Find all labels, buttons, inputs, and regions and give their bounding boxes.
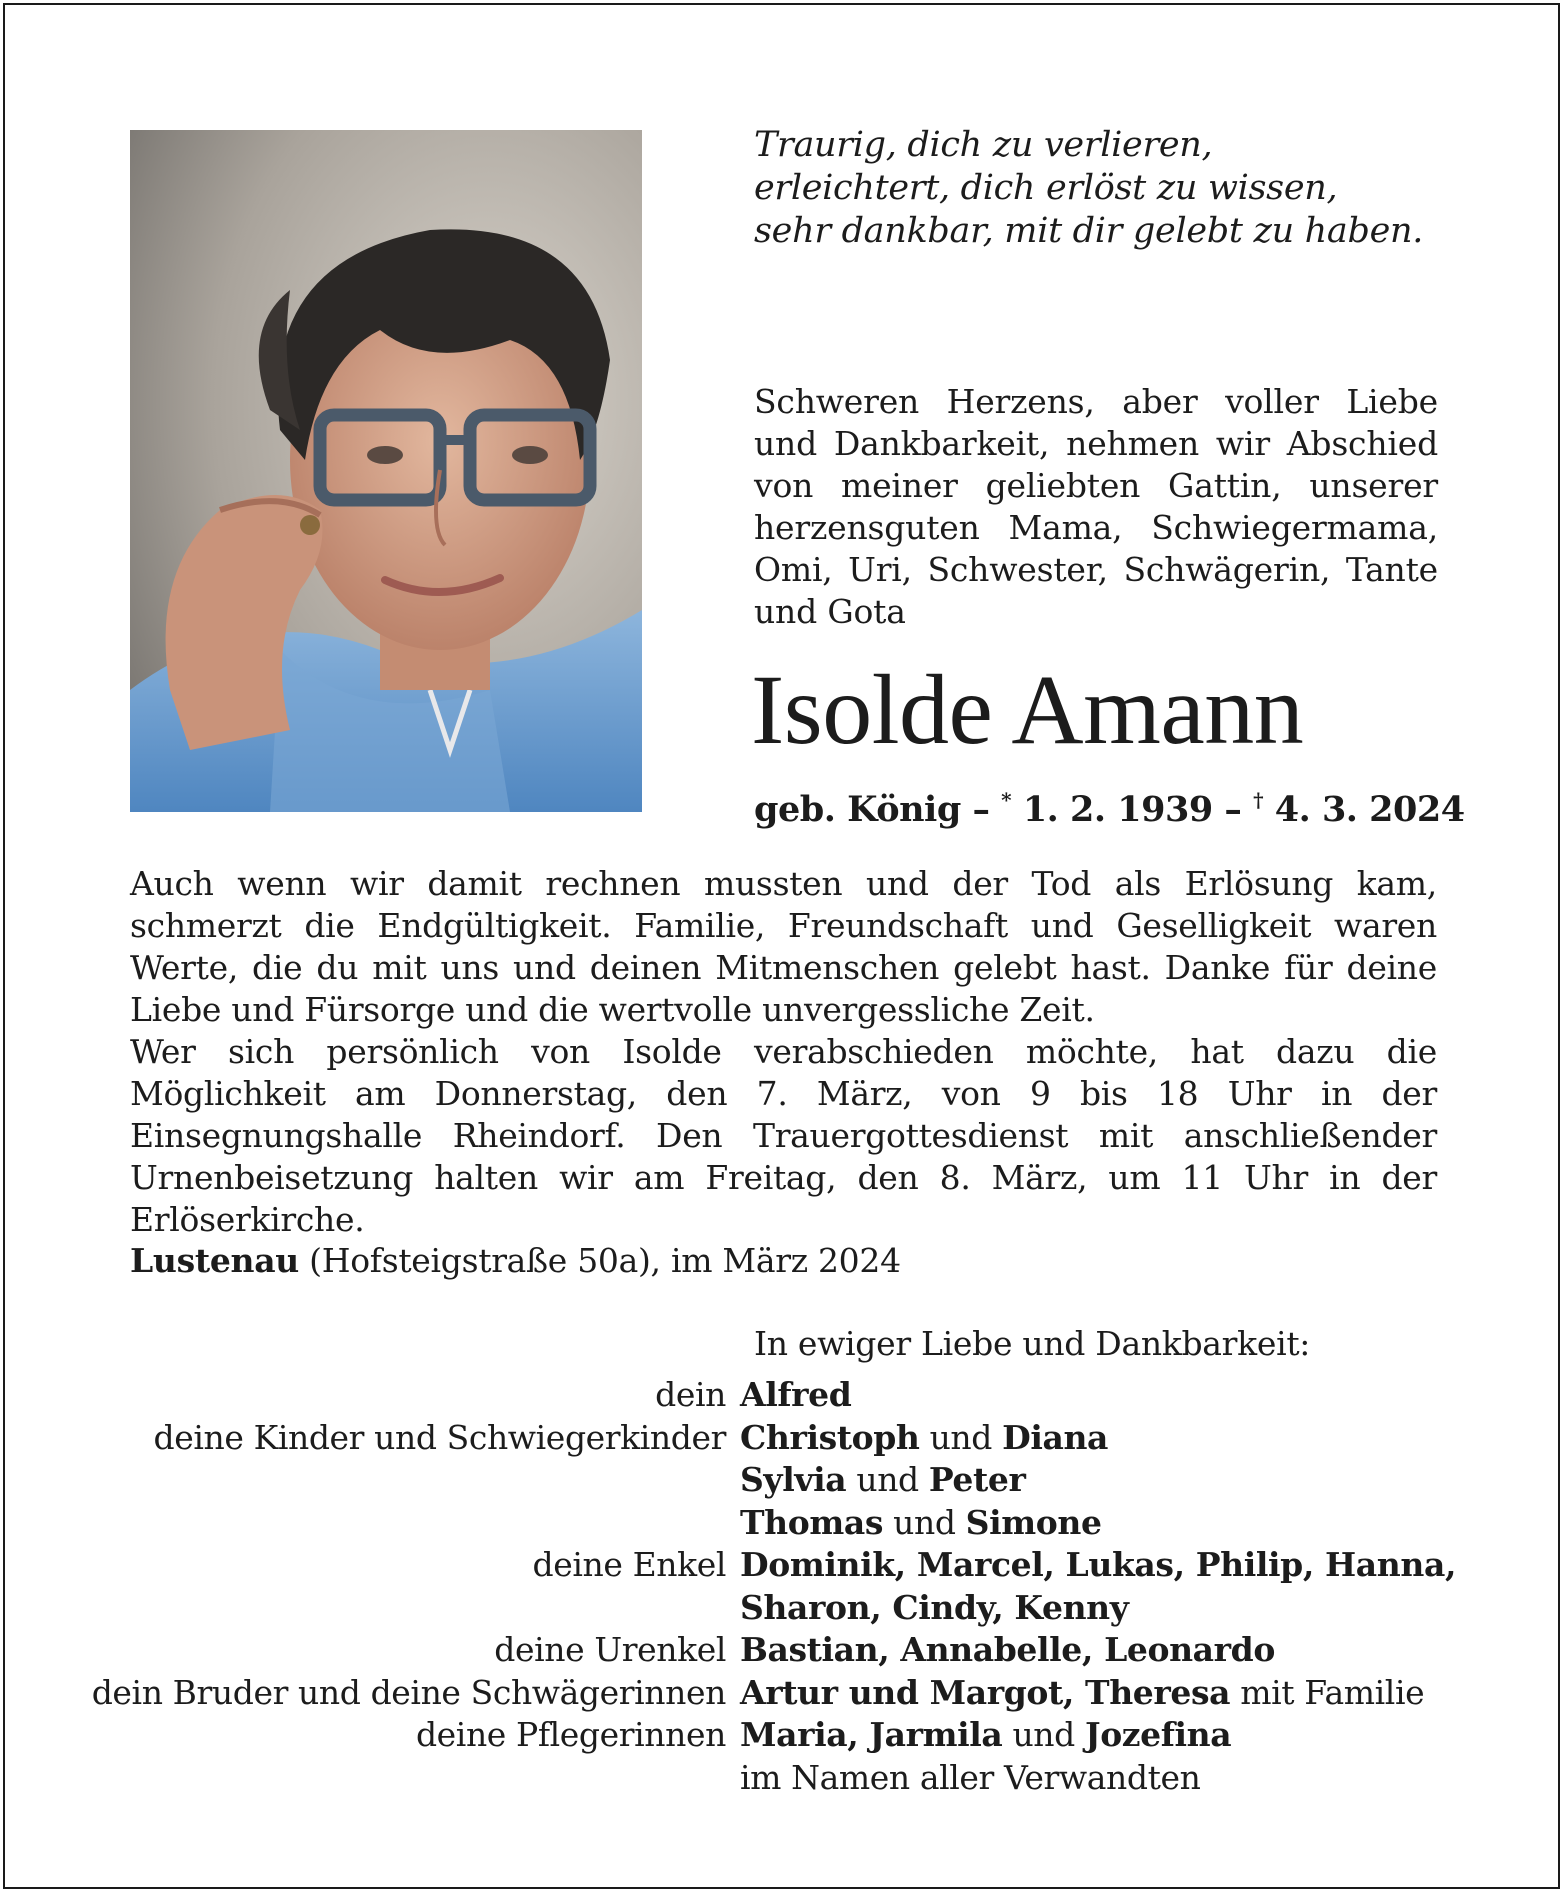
portrait-illustration <box>130 130 642 812</box>
mourner-name: Peter <box>928 1460 1026 1499</box>
mourner-name: Artur und Margot, Theresa <box>740 1672 1231 1712</box>
mourner-name: Sylvia <box>740 1460 847 1499</box>
deceased-name: Isolde Amann <box>751 654 1304 765</box>
mourner-row <box>80 1757 1520 1800</box>
mourner-name: Jozefina <box>1084 1715 1232 1754</box>
mourner-relation: deine Enkel <box>532 1545 726 1584</box>
mourner-names <box>740 1374 851 1417</box>
mourner-name: Dominik, Marcel, Lukas, Philip, Hanna, <box>740 1545 1457 1584</box>
mourner-relation <box>80 1757 740 1800</box>
mourner-connector: im Namen aller Verwandten <box>740 1757 1201 1797</box>
mourner-row <box>80 1417 1520 1460</box>
place-line <box>130 1240 901 1282</box>
mourner-name: Diana <box>1002 1417 1109 1457</box>
mourner-connector: und <box>846 1460 929 1499</box>
mourner-relation: deine Urenkel <box>494 1630 726 1669</box>
poem-line: Traurig, dich zu verlieren, <box>754 125 1213 165</box>
mourner-row <box>80 1714 1520 1757</box>
death-date: 4. 3. 2024 <box>1263 789 1465 830</box>
mourner-row <box>80 1587 1520 1630</box>
mourner-row <box>80 1459 1520 1502</box>
mourner-name: Christoph <box>740 1417 920 1457</box>
mourner-row <box>80 1544 1520 1587</box>
birth-symbol: * <box>1001 788 1012 812</box>
death-symbol: † <box>1253 788 1264 812</box>
mourner-relation <box>80 1587 740 1630</box>
mourner-names <box>740 1757 1200 1800</box>
life-dates <box>754 778 1465 832</box>
mourner-relation <box>80 1502 740 1545</box>
mourner-name: Simone <box>965 1502 1102 1542</box>
mourner-names <box>740 1587 1129 1630</box>
mourner-names <box>740 1544 1456 1587</box>
address-date: (Hofsteigstraße 50a), im März 2024 <box>298 1241 901 1280</box>
mourner-relation: deine Kinder und Schwiegerkinder <box>153 1417 726 1457</box>
mourner-names <box>740 1714 1231 1757</box>
mourner-name: Maria, Jarmila <box>740 1715 1003 1754</box>
mourner-names <box>740 1502 1102 1545</box>
mourner-relation: deine Pflegerinnen <box>415 1715 726 1754</box>
dash: – <box>1212 789 1254 830</box>
body-text <box>130 863 1437 1241</box>
birth-date: 1. 2. 1939 <box>1011 789 1213 830</box>
mourner-row <box>80 1672 1520 1715</box>
portrait-photo <box>130 130 642 812</box>
mourner-connector: und <box>1002 1715 1085 1754</box>
mourner-names <box>740 1672 1424 1715</box>
mourner-row <box>80 1374 1520 1417</box>
body-paragraph: Wer sich persönlich von Isolde verabschieden möchte, hat dazu die Möglichkeit am Donnerstag, den 7. März, von 9 bis 18 Uhr in der Einsegnungshalle Rheindorf. Den Trauergottesdienst mit anschließender Urnenbeisetzung halten wir am Freitag, den 8. März, um 11 Uhr in der Erlöserkirche. <box>130 1032 1437 1239</box>
mourner-connector: und <box>883 1502 966 1542</box>
mourner-names <box>740 1417 1108 1460</box>
poem-line: erleichtert, dich erlöst zu wissen, <box>754 168 1338 208</box>
body-paragraph: Auch wenn wir damit rechnen mussten und der Tod als Erlösung kam, schmerzt die Endgültigkeit. Familie, Freundschaft und Geselligkeit waren Werte, die du mit uns und deinen Mitmenschen gelebt hast. Danke für deine Liebe und Fürsorge und die wertvolle unvergessliche Zeit. <box>130 864 1437 1029</box>
mourner-name: Alfred <box>740 1375 852 1414</box>
mourner-name: Bastian, Annabelle, Leonardo <box>740 1630 1275 1669</box>
mourner-relation <box>80 1459 740 1502</box>
maiden-name: geb. König <box>754 789 961 830</box>
mourners-list <box>80 1374 1520 1799</box>
mourner-relation: dein Bruder und deine Schwägerinnen <box>91 1672 726 1712</box>
mourner-connector: und <box>919 1417 1003 1457</box>
poem-line: sehr dankbar, mit dir gelebt zu haben. <box>754 211 1424 251</box>
mourner-connector: mit Familie <box>1230 1672 1425 1712</box>
intro-paragraph: Schweren Herzens, aber voller Liebe und Dankbarkeit, nehmen wir Abschied von meiner geliebten Gattin, unserer herzensguten Mama, Schwiegermama, Omi, Uri, Schwester, Schwägerin, Tante und Gota <box>754 382 1438 631</box>
mourner-name: Sharon, Cindy, Kenny <box>740 1587 1129 1627</box>
mourner-relation: dein <box>655 1375 726 1414</box>
mourner-names <box>740 1629 1275 1672</box>
mourner-row <box>80 1629 1520 1672</box>
dedication-line: In ewiger Liebe und Dankbarkeit: <box>754 1324 1311 1363</box>
mourner-names <box>740 1459 1025 1502</box>
mourner-name: Thomas <box>740 1502 884 1542</box>
mourner-row <box>80 1502 1520 1545</box>
dash: – <box>960 789 1002 830</box>
town-name: Lustenau <box>130 1241 299 1280</box>
poem <box>754 124 1454 253</box>
